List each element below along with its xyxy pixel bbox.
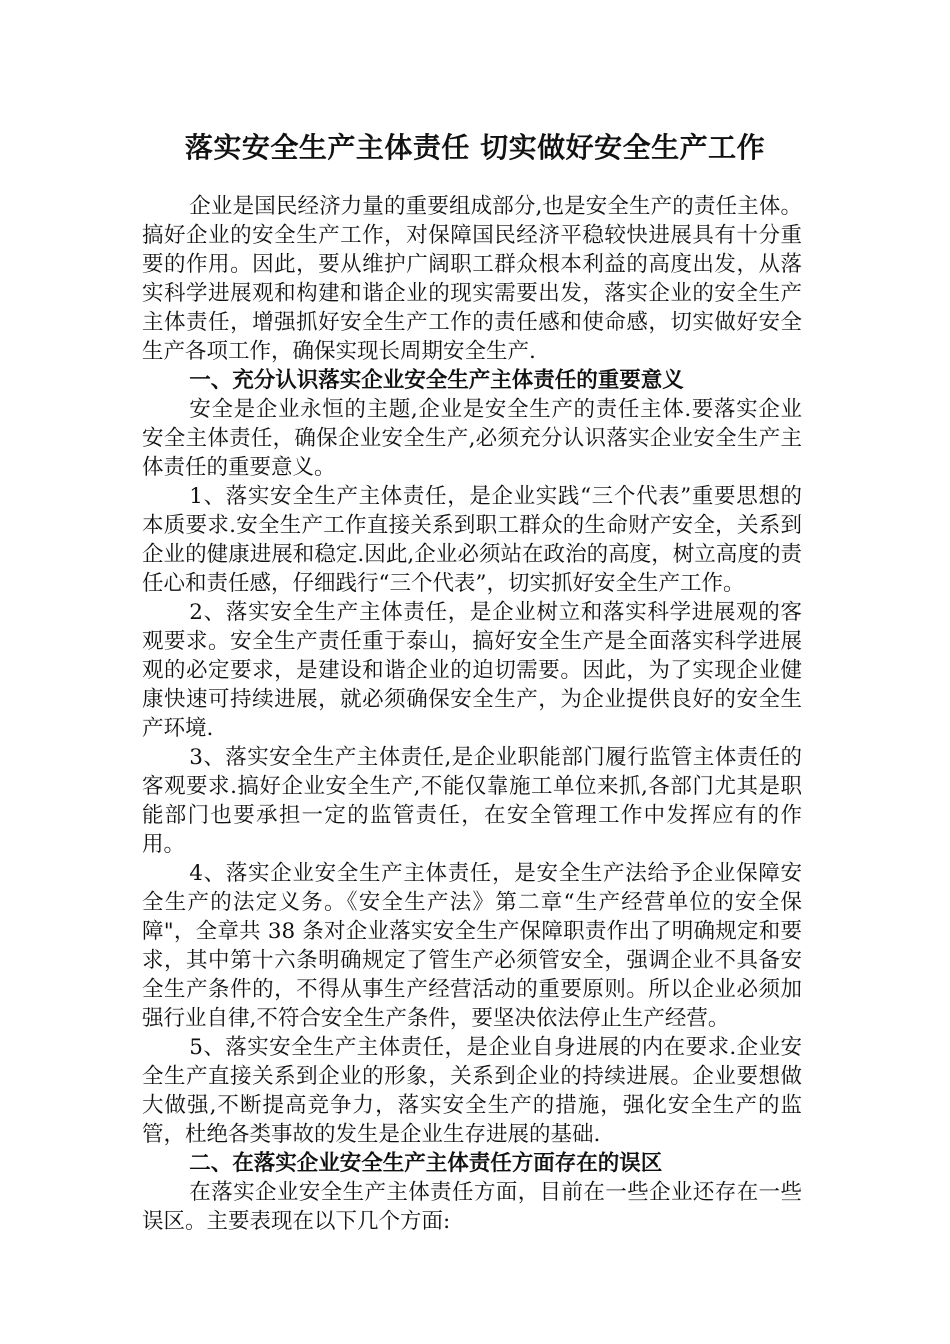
section-1-item-4: 4、落实企业安全生产主体责任，是安全生产法给予企业保障安全生产的法定义务。《安全生产法》第二章“生产经营单位的安全保障"，全章共 38 条对企业落实安全生产保障职责作出了明确规定和要求，其中第十六条明确规定了管生产必须管安全，强调企业不具备安全生产条件的，不得从事生产经营活动的重要原则。所以企业必须加强行业自律,不符合安全生产条件，要坚决依法停止生产经营。 [142, 861, 802, 1031]
section-1-heading: 一、充分认识落实企业安全生产主体责任的重要意义 [189, 368, 684, 393]
section-1-lead: 安全是企业永恒的主题,企业是安全生产的责任主体.要落实企业安全主体责任，确保企业安全生产,必须充分认识落实企业安全生产主体责任的重要意义。 [142, 397, 802, 480]
section-2-heading: 二、在落实企业安全生产主体责任方面存在的误区 [189, 1151, 663, 1176]
intro-paragraph: 企业是国民经济力量的重要组成部分,也是安全生产的责任主体。搞好企业的安全生产工作，对保障国民经济平稳较快进展具有十分重要的作用。因此，要从维护广阔职工群众根本利益的高度出发，从落实科学进展观和构建和谐企业的现实需要出发，落实企业的安全生产主体责任，增强抓好安全生产工作的责任感和使命感，切实做好安全生产各项工作，确保实现长周期安全生产. [142, 194, 802, 364]
section-1-item-3: 3、落实安全生产主体责任,是企业职能部门履行监管主体责任的客观要求.搞好企业安全生产,不能仅靠施工单位来抓,各部门尤其是职能部门也要承担一定的监管责任，在安全管理工作中发挥应有的作用。 [142, 745, 802, 857]
section-1-item-2: 2、落实安全生产主体责任，是企业树立和落实科学进展观的客观要求。安全生产责任重于泰山，搞好安全生产是全面落实科学进展观的必定要求，是建设和谐企业的迫切需要。因此，为了实现企业健康快速可持续进展，就必须确保安全生产，为企业提供良好的安全生产环境. [142, 600, 802, 741]
section-2-lead: 在落实企业安全生产主体责任方面，目前在一些企业还存在一些误区。主要表现在以下几个方面: [142, 1180, 802, 1234]
document-title: 落实安全生产主体责任 切实做好安全生产工作 [184, 131, 766, 164]
document-body [142, 192, 802, 1236]
section-1-item-5: 5、落实安全生产主体责任，是企业自身进展的内在要求.企业安全生产直接关系到企业的形象，关系到企业的持续进展。企业要想做大做强,不断提高竞争力，落实安全生产的措施，强化安全生产的监管，杜绝各类事故的发生是企业生存进展的基础. [142, 1035, 802, 1147]
section-1-item-1: 1、落实安全生产主体责任，是企业实践“三个代表”重要思想的本质要求.安全生产工作直接关系到职工群众的生命财产安全，关系到企业的健康进展和稳定.因此,企业必须站在政治的高度，树立高度的责任心和责任感，仔细践行“三个代表”，切实抓好安全生产工作。 [142, 484, 802, 596]
